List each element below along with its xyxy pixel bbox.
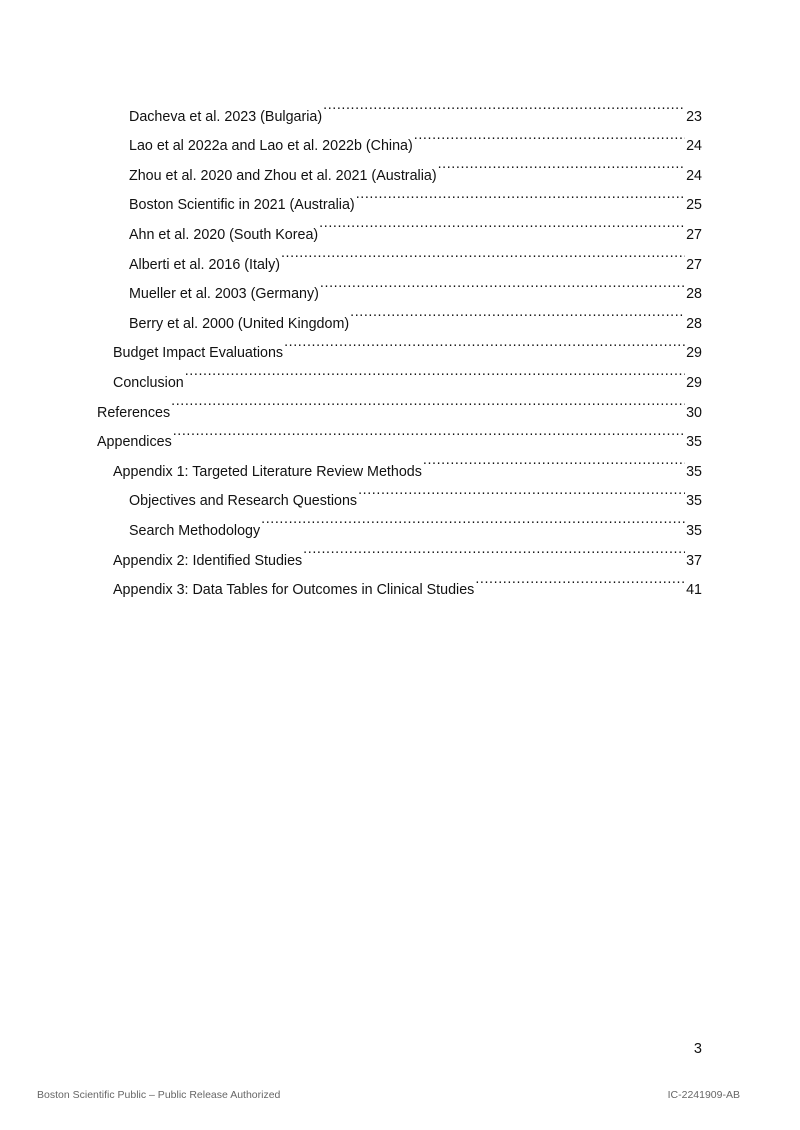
toc-entry-page: 35 bbox=[686, 493, 702, 510]
toc-entry-page: 24 bbox=[686, 167, 702, 184]
dot-leader bbox=[320, 269, 685, 299]
toc-entry-page: 27 bbox=[686, 256, 702, 273]
toc-entry-page: 28 bbox=[686, 315, 702, 332]
dot-leader bbox=[173, 417, 685, 447]
toc-entry[interactable] bbox=[0, 269, 800, 303]
dot-leader bbox=[185, 357, 685, 387]
dot-leader bbox=[171, 387, 685, 417]
toc-entry-page: 35 bbox=[686, 434, 702, 451]
dot-leader bbox=[319, 209, 685, 239]
toc-entry-title: Appendix 2: Identified Studies bbox=[113, 552, 303, 569]
toc-entry[interactable] bbox=[0, 446, 800, 480]
toc-entry-title: Dacheva et al. 2023 (Bulgaria) bbox=[129, 108, 323, 125]
toc-entry[interactable] bbox=[0, 328, 800, 362]
toc-entry-title: Budget Impact Evaluations bbox=[113, 345, 284, 362]
toc-entry[interactable] bbox=[0, 565, 800, 599]
dot-leader bbox=[261, 505, 685, 535]
dot-leader bbox=[475, 565, 685, 595]
footer-classification: Boston Scientific Public – Public Release Authorized bbox=[37, 1089, 281, 1101]
toc-entry[interactable] bbox=[0, 535, 800, 569]
toc-entry-title: Ahn et al. 2020 (South Korea) bbox=[129, 226, 319, 243]
toc-entry[interactable] bbox=[0, 505, 800, 539]
dot-leader bbox=[438, 150, 686, 180]
toc-entry-page: 30 bbox=[686, 404, 702, 421]
toc-entry-page: 27 bbox=[686, 226, 702, 243]
toc-entry[interactable] bbox=[0, 121, 800, 155]
toc-entry[interactable] bbox=[0, 298, 800, 332]
table-of-contents bbox=[0, 91, 800, 599]
toc-entry[interactable] bbox=[0, 357, 800, 391]
page-number: 3 bbox=[693, 1041, 702, 1057]
toc-entry-page: 29 bbox=[686, 345, 702, 362]
toc-entry-title: Appendices bbox=[97, 434, 172, 451]
dot-leader bbox=[303, 535, 685, 565]
toc-entry[interactable] bbox=[0, 150, 800, 184]
toc-entry-page: 23 bbox=[686, 108, 702, 125]
toc-entry-title: Objectives and Research Questions bbox=[129, 493, 358, 510]
toc-entry-title: Appendix 1: Targeted Literature Review Methods bbox=[113, 463, 422, 480]
dot-leader bbox=[356, 180, 685, 210]
dot-leader bbox=[358, 476, 685, 506]
toc-entry-page: 28 bbox=[686, 286, 702, 303]
toc-entry-page: 35 bbox=[686, 463, 702, 480]
toc-entry-title: Alberti et al. 2016 (Italy) bbox=[129, 256, 280, 273]
toc-entry-title: References bbox=[97, 404, 171, 421]
toc-entry[interactable] bbox=[0, 417, 800, 451]
toc-entry[interactable] bbox=[0, 91, 800, 125]
toc-entry-title: Lao et al 2022a and Lao et al. 2022b (China) bbox=[129, 138, 413, 155]
toc-entry-page: 41 bbox=[686, 582, 702, 599]
toc-entry-title: Search Methodology bbox=[129, 522, 261, 539]
dot-leader bbox=[323, 91, 685, 121]
footer-document-id: IC-2241909-AB bbox=[667, 1089, 740, 1101]
toc-entry[interactable] bbox=[0, 387, 800, 421]
toc-entry-title: Mueller et al. 2003 (Germany) bbox=[129, 286, 319, 303]
dot-leader bbox=[423, 446, 685, 476]
toc-entry-page: 35 bbox=[686, 522, 702, 539]
toc-entry-title: Zhou et al. 2020 and Zhou et al. 2021 (Australia) bbox=[129, 167, 437, 184]
toc-entry[interactable] bbox=[0, 209, 800, 243]
dot-leader bbox=[284, 328, 685, 358]
toc-entry-title: Conclusion bbox=[113, 374, 184, 391]
toc-entry[interactable] bbox=[0, 180, 800, 214]
dot-leader bbox=[350, 298, 685, 328]
dot-leader bbox=[281, 239, 685, 269]
toc-entry-page: 29 bbox=[686, 374, 702, 391]
toc-entry-page: 24 bbox=[686, 138, 702, 155]
toc-entry-title: Boston Scientific in 2021 (Australia) bbox=[129, 197, 355, 214]
toc-entry[interactable] bbox=[0, 239, 800, 273]
toc-entry[interactable] bbox=[0, 476, 800, 510]
toc-entry-page: 25 bbox=[686, 197, 702, 214]
toc-entry-title: Berry et al. 2000 (United Kingdom) bbox=[129, 315, 350, 332]
dot-leader bbox=[414, 121, 685, 151]
toc-entry-page: 37 bbox=[686, 552, 702, 569]
toc-entry-title: Appendix 3: Data Tables for Outcomes in Clinical Studies bbox=[113, 582, 475, 599]
